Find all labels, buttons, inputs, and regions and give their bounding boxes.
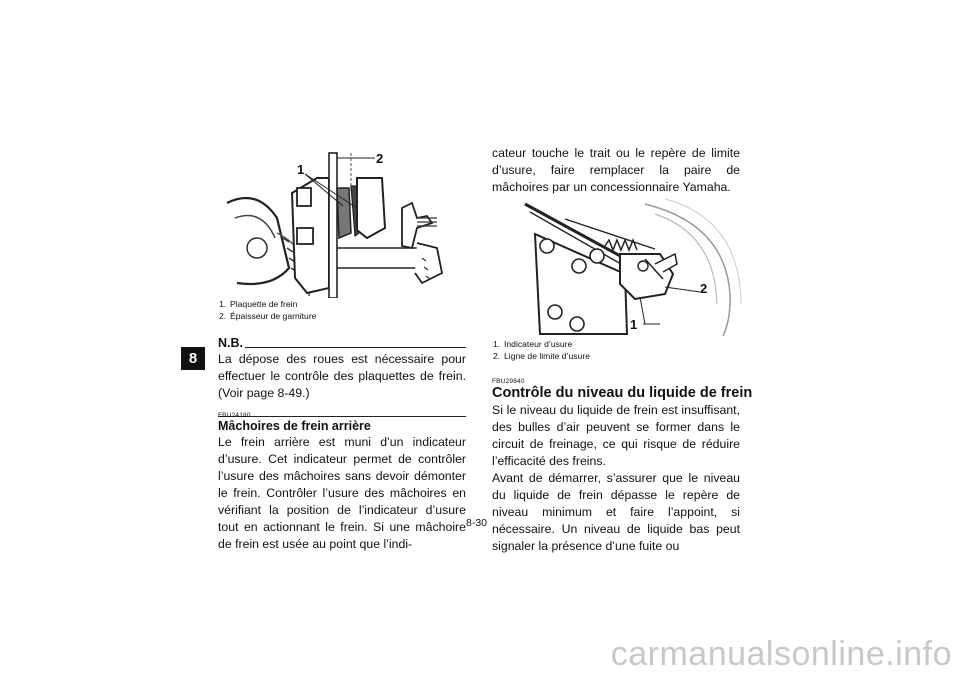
- callout-1: 1: [297, 162, 305, 177]
- note-label: N.B.: [218, 336, 243, 350]
- note-block: [218, 337, 466, 417]
- figure-legend-right: [493, 339, 739, 362]
- section-code: FBU24180: [218, 412, 251, 419]
- wear-indicator-illustration: [495, 194, 743, 337]
- legend-item: 2. Ligne de limite d’usure: [493, 350, 590, 361]
- page-number: 8-30: [466, 517, 488, 529]
- brake-fluid-section: [492, 378, 753, 555]
- callout-1: 1: [630, 317, 638, 332]
- legend-item: 1. Indicateur d’usure: [493, 339, 573, 349]
- section-text: Si le niveau du liquide de frein est insuffisant, des bulles d’air peuvent se former dans le circuit de freinage, ce qui risque de réduire l’efficacité des freins.: [492, 403, 740, 468]
- rear-brake-section: [218, 412, 466, 553]
- section-text: Le frein arrière est muni d’un indicateur d’usure. Cet indicateur permet de contrôler l’usure des mâchoires sans devoir démonter le frein. Contrôler l’usure des mâchoires en vérifiant la position de l’indicateur d’usure tout en actionnant le frein. Si une mâchoire de frein est usée au point que l’indi-: [218, 435, 466, 551]
- chapter-tab: 8: [181, 347, 205, 370]
- section-text: Avant de démarrer, s’assurer que le niveau du liquide de frein dépasse le repère de niveau minimum et faire l’appoint, si nécessaire. Un niveau de liquide bas peut signaler la présence d’une fuite ou: [492, 471, 740, 553]
- continuation-block: [492, 145, 740, 196]
- callout-2: 2: [376, 151, 384, 166]
- watermark: carmanualsonline.info: [610, 635, 952, 673]
- legend-item: 2. Épaisseur de garniture: [219, 310, 317, 321]
- section-heading: Contrôle du niveau du liquide de frein: [492, 385, 753, 401]
- section-code: FBU29840: [492, 378, 525, 385]
- continuation-text: cateur touche le trait ou le repère de limite d’usure, faire remplacer la paire de mâchoires par un concessionnaire Yamaha.: [492, 146, 740, 194]
- callout-2: 2: [700, 281, 708, 296]
- note-text: La dépose des roues est nécessaire pour effectuer le contrôle des plaquettes de frein. (Voir page 8-49.): [218, 352, 466, 400]
- section-heading: Mâchoires de frein arrière: [218, 419, 371, 433]
- brake-pad-illustration: [217, 148, 465, 298]
- figure-legend-left: [219, 299, 465, 322]
- legend-item: 1. Plaquette de frein: [219, 299, 298, 309]
